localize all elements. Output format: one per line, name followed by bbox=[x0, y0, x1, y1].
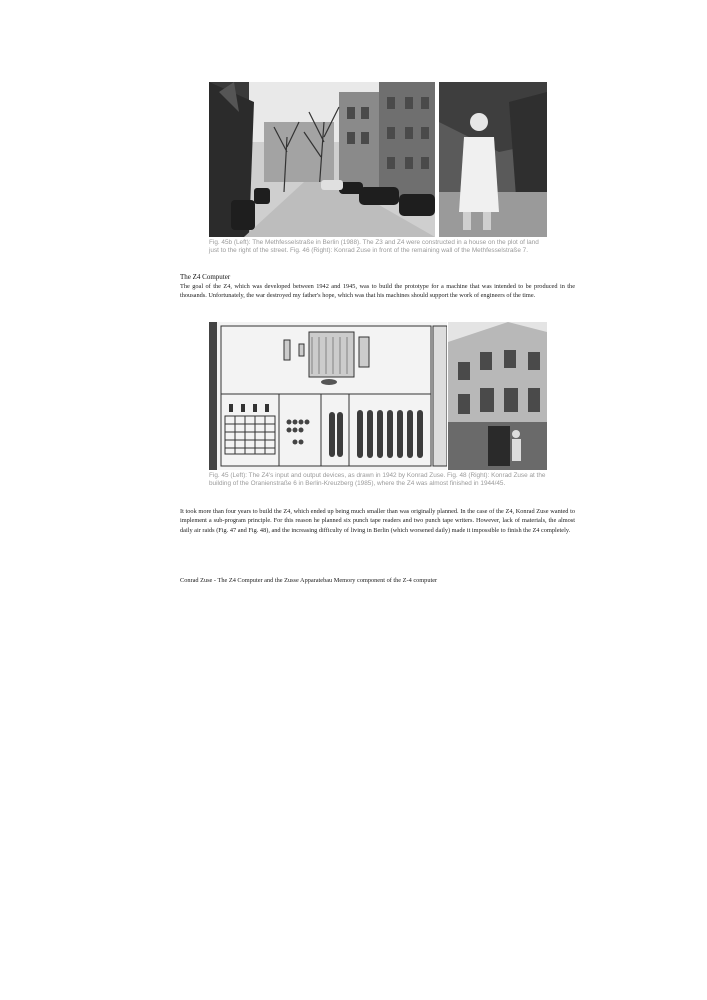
street-photo bbox=[209, 82, 435, 237]
zuse-portrait-photo bbox=[439, 82, 547, 237]
figure1-caption: Fig. 45b (Left): The Methfesselstraße in Berlin (1988). The Z3 and Z4 were constructed in a house on the plot of land just to the right of the street. Fig. 46 (Right): Konrad Zuse in front of the remaining wall of the Methfesselstraße 7. bbox=[209, 239, 539, 254]
body-paragraph: It took more than four years to build the Z4, which ended up being much smaller than was originally planned. In the case of the Z4, Konrad Zuse wanted to implement a sub-program principle. For this reason he planned six punch tape readers and two punch tape writers. However, lack of materials, the almost daily air raids (Fig. 47 and Fig. 48), and the increasing difficulty of living in Berlin (which worsened daily) made it impossible to finish the Z4 completely. bbox=[180, 508, 575, 534]
page-footer: Conrad Zuse - The Z4 Computer and the Zusse Apparatebau Memory component of the Z-4 computer bbox=[180, 577, 438, 584]
intro-paragraph: The goal of the Z4, which was developed between 1942 and 1945, was to build the prototype for a machine that was intended to be produced in the thousands. Unfortunately, the war destroyed my father's hope, which was that his machines should support the work of engineers of the time. bbox=[180, 283, 575, 300]
oranienstrasse-photo bbox=[448, 322, 547, 470]
figure2-caption: Fig. 45 (Left): The Z4's input and output devices, as drawn in 1942 by Konrad Zuse. Fig. 48 (Right): Konrad Zuse at the building of the Oranienstraße 6 in Berlin-Kreuzberg (1985), where the Z4 was almost finished in 1944/45. bbox=[209, 472, 546, 487]
section-heading: The Z4 Computer bbox=[180, 273, 231, 281]
z4-io-diagram bbox=[209, 322, 447, 470]
